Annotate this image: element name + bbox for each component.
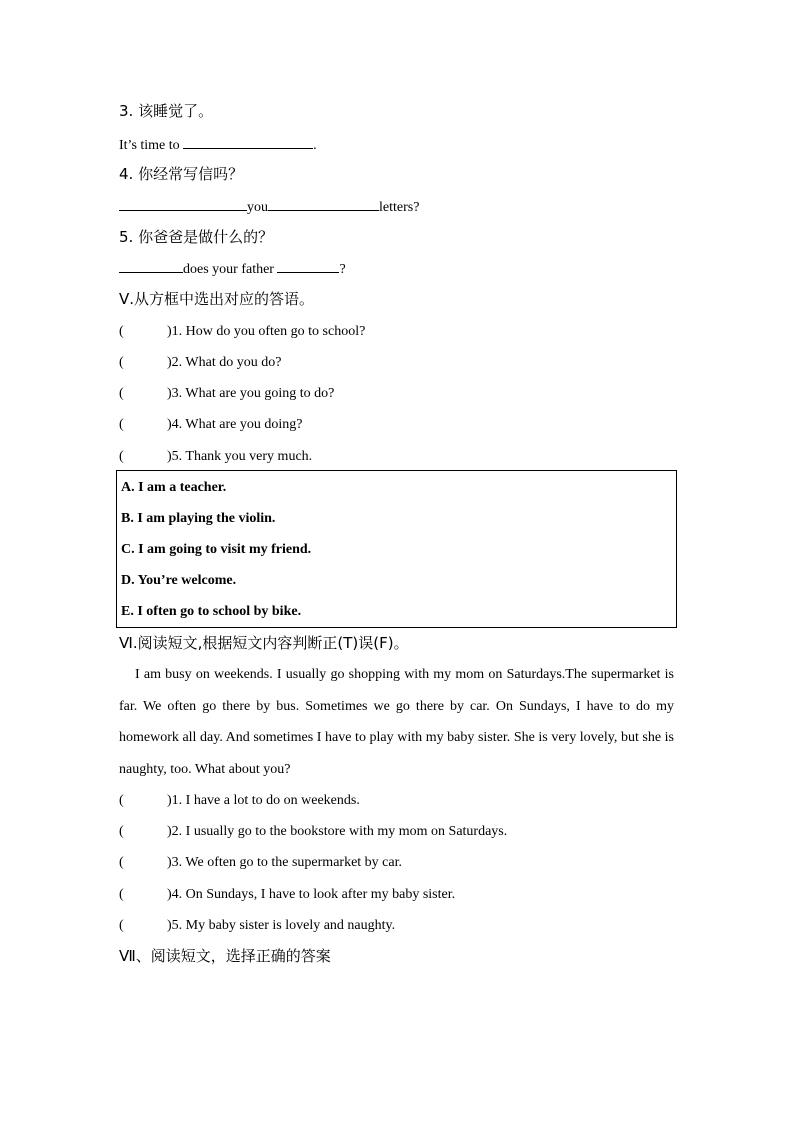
answer-paren[interactable]: ( [119, 386, 124, 401]
option-b: B. I am playing the violin. [121, 511, 276, 526]
question-text: )5. Thank you very much. [167, 449, 313, 464]
tf-question [119, 854, 402, 872]
answer-paren[interactable]: ( [119, 793, 124, 808]
question-text: )2. What do you do? [167, 355, 282, 370]
answer-blank[interactable] [119, 198, 247, 211]
q4-post: letters? [379, 200, 420, 215]
q4-chinese: 4. 你经常写信吗？ [119, 165, 244, 183]
reading-passage: I am busy on weekends. I usually go shopping with my mom on Saturdays.The supermarket is far. We often go there by bus. Sometimes we go there by car. On Sundays, I have to do my homework all day. And sometimes I have to play with my baby sister. She is very lovely, but she is naughty, too. What about you? [119, 667, 674, 777]
section-7-heading: Ⅶ、阅读短文，选择正确的答案 [119, 947, 331, 965]
tf-question [119, 886, 455, 904]
q3-prefix: It’s time to [119, 138, 184, 153]
match-question [119, 416, 302, 434]
q5-chinese: 5. 你爸爸是做什么的？ [119, 228, 274, 246]
match-question [119, 448, 312, 466]
match-question [119, 354, 281, 372]
q4-mid: you [247, 200, 268, 215]
q4-english [119, 198, 419, 217]
answer-paren[interactable]: ( [119, 449, 124, 464]
tf-question [119, 917, 395, 935]
answer-paren[interactable]: ( [119, 355, 124, 370]
option-a: A. I am a teacher. [121, 480, 227, 495]
option-e: E. I often go to school by bike. [121, 604, 302, 619]
question-text: )1. I have a lot to do on weekends. [167, 793, 360, 808]
question-text: )3. We often go to the supermarket by car. [167, 855, 402, 870]
question-text: )2. I usually go to the bookstore with my mom on Saturdays. [167, 824, 508, 839]
tf-question [119, 792, 360, 810]
q5-mid: does your father [183, 262, 278, 277]
answer-blank[interactable] [277, 260, 339, 273]
answer-blank[interactable] [119, 260, 183, 273]
match-question [119, 323, 365, 341]
section-5-heading: Ⅴ.从方框中选出对应的答语。 [119, 290, 315, 308]
match-question [119, 385, 334, 403]
answer-paren[interactable]: ( [119, 417, 124, 432]
tf-question [119, 823, 507, 841]
answer-paren[interactable]: ( [119, 855, 124, 870]
answer-paren[interactable]: ( [119, 824, 124, 839]
question-text: )4. What are you doing? [167, 417, 303, 432]
q5-post: ? [339, 262, 346, 277]
q3-suffix: . [313, 138, 317, 153]
q3-chinese: 3. 该睡觉了。 [119, 102, 214, 120]
answer-options-box [116, 470, 677, 628]
question-text: )1. How do you often go to school? [167, 324, 366, 339]
answer-paren[interactable]: ( [119, 324, 124, 339]
question-text: )4. On Sundays, I have to look after my baby sister. [167, 887, 456, 902]
question-text: )5. My baby sister is lovely and naughty. [167, 918, 396, 933]
question-text: )3. What are you going to do? [167, 386, 335, 401]
answer-paren[interactable]: ( [119, 918, 124, 933]
answer-paren[interactable]: ( [119, 887, 124, 902]
answer-blank[interactable] [268, 198, 379, 211]
q5-english [119, 260, 346, 279]
section-6-heading: Ⅵ.阅读短文,根据短文内容判断正(T)误(F)。 [119, 634, 409, 652]
q3-english [119, 136, 317, 155]
option-c: C. I am going to visit my friend. [121, 542, 312, 557]
answer-blank[interactable] [183, 136, 313, 149]
option-d: D. You’re welcome. [121, 573, 237, 588]
